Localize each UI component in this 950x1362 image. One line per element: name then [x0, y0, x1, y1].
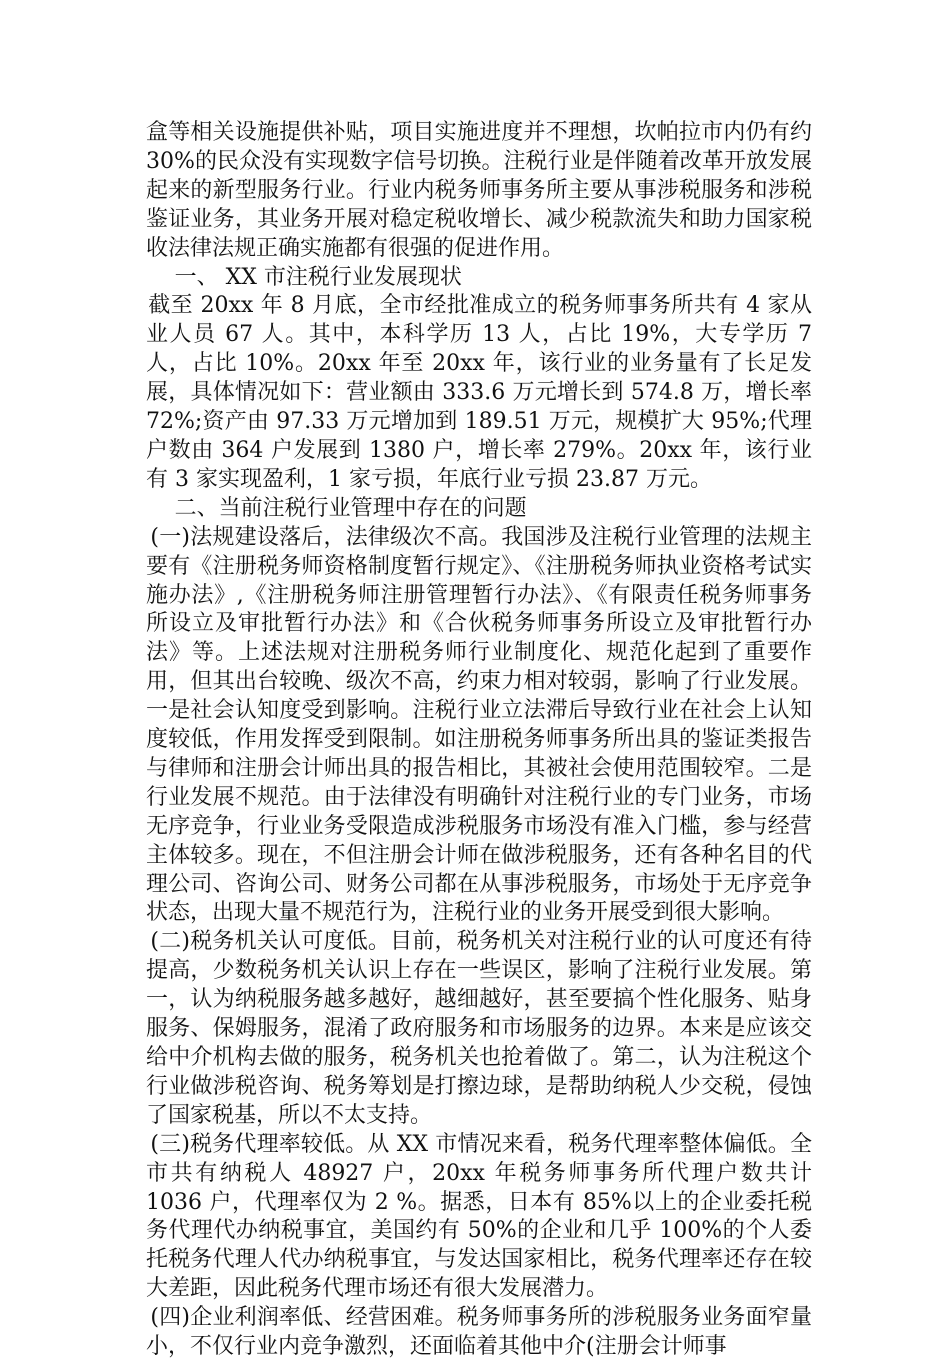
paragraph-problem-3: (三)税务代理率较低。从 XX 市情况来看，税务代理率整体偏低。全市共有纳税人 48927 户，20xx 年税务师事务所代理户数共计 1036 户，代理率仅为 2 %。据悉，日本有 85%以上的企业委托税务代理代办纳税事宜，美国约有 50%的企业和几乎 100%的个人委托税务代理人代办纳税事宜，与发达国家相比，税务代理率还存在较大差距，因此税务代理市场还有很大发展潜力。	[146, 1131, 812, 1302]
section-heading-1: 一、 XX 市注税行业发展现状	[174, 264, 462, 290]
paragraph-problem-4: (四)企业利润率低、经营困难。税务师事务所的涉税服务业务面窄量小，不仅行业内竞争激烈，还面临着其他中介(注册会计师事	[146, 1305, 812, 1360]
paragraph-problem-1: (一)法规建设落后，法律级次不高。我国涉及注税行业管理的法规主要有《注册税务师资格制度暂行规定》、《注册税务师执业资格考试实施办法》,《注册税务师注册管理暂行办法》、《有限责任税务师事务所设立及审批暂行办法》和《合伙税务师事务所设立及审批暂行办法》等。上述法规对注册税务师行业制度化、规范化起到了重要作用，但其出台较晚、级次不高，约束力相对较弱，影响了行业发展。一是社会认知度受到影响。注税行业立法滞后导致行业在社会上认知度较低，作用发挥受到限制。如注册税务师事务所出具的鉴证类报告与律师和注册会计师出具的报告相比，其被社会使用范围较窄。二是行业发展不规范。由于法律没有明确针对注税行业的专门业务，市场无序竞争，行业业务受限造成涉税服务市场没有准入门槛，参与经营主体较多。现在，不但注册会计师在做涉税服务，还有各种名目的代理公司、咨询公司、财务公司都在从事涉税服务，市场处于无序竞争状态，出现大量不规范行为，注税行业的业务开展受到很大影响。	[146, 524, 812, 926]
paragraph-status: 截至 20xx 年 8 月底，全市经批准成立的税务师事务所共有 4 家从业人员 67 人。其中，本科学历 13 人，占比 19%，大专学历 7 人，占比 10%。20xx 年至 20xx 年，该行业的业务量有了长足发展，具体情况如下：营业额由 333.6 万元增长到 574.8 万，增长率 72%;资产由 97.33 万元增加到 189.51 万元，规模扩大 95%;代理户数由 364 户发展到 1380 户，增长率 279%。20xx 年，该行业有 3 家实现盈利，1 家亏损，年底行业亏损 23.87 万元。	[146, 293, 812, 492]
paragraph-intro: 盒等相关设施提供补贴，项目实施进度并不理想，坎帕拉市内仍有约 30%的民众没有实现数字信号切换。注税行业是伴随着改革开放发展起来的新型服务行业。行业内税务师事务所主要从事涉税服务和涉税鉴证业务，其业务开展对稳定税收增长、减少税款流失和助力国家税收法律法规正确实施都有很强的促进作用。	[146, 120, 812, 261]
paragraph-problem-2: (二)税务机关认可度低。目前，税务机关对注税行业的认可度还有待提高，少数税务机关认识上存在一些误区，影响了注税行业发展。第一，认为纳税服务越多越好，越细越好，甚至要搞个性化服务、贴身服务、保姆服务，混淆了政府服务和市场服务的边界。本来是应该交给中介机构去做的服务，税务机关也抢着做了。第二，认为注税这个行业做涉税咨询、税务筹划是打擦边球，是帮助纳税人少交税，侵蚀了国家税基，所以不太支持。	[146, 929, 812, 1128]
section-heading-2: 二、当前注税行业管理中存在的问题	[174, 495, 527, 521]
document-body	[146, 119, 812, 1362]
